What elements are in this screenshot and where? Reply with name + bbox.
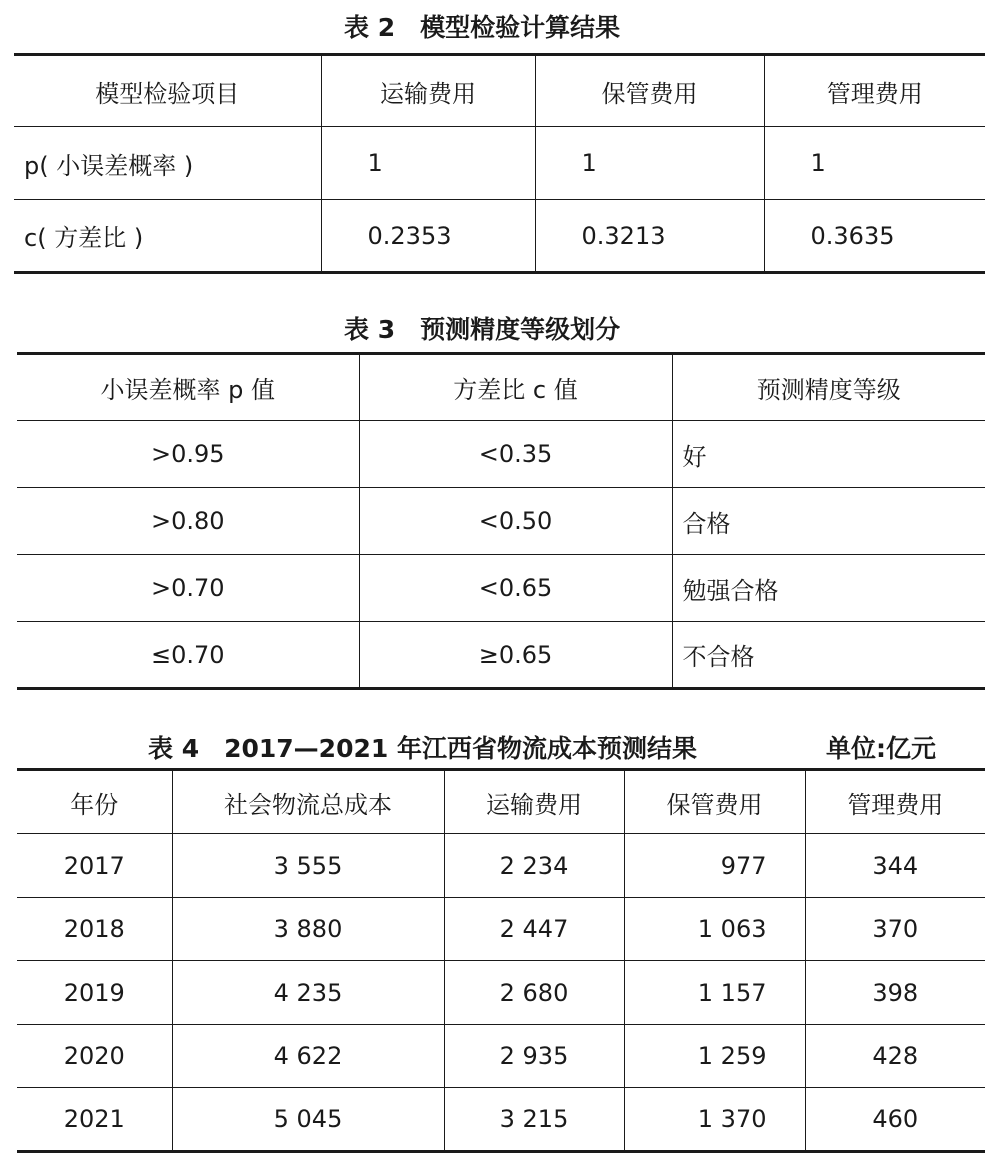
table4-unit: 单位:亿元 bbox=[826, 734, 936, 763]
table-cell: 2 234 bbox=[444, 834, 624, 898]
table-cell: 1 bbox=[535, 127, 764, 200]
table-cell: ≥0.65 bbox=[359, 622, 672, 689]
table-cell: 合格 bbox=[672, 488, 985, 555]
table-cell: 344 bbox=[805, 834, 985, 898]
table-row bbox=[17, 1088, 985, 1152]
table4 bbox=[17, 768, 985, 1153]
table-cell: 1 157 bbox=[624, 961, 805, 1025]
table-cell: 3 880 bbox=[172, 898, 444, 961]
table-cell: <0.65 bbox=[359, 555, 672, 622]
table-cell: c( 方差比 ) bbox=[14, 200, 321, 273]
table4-header-cell: 管理费用 bbox=[805, 770, 985, 834]
table-row bbox=[14, 200, 985, 273]
table2 bbox=[14, 53, 985, 274]
table3-header-row bbox=[17, 354, 985, 421]
table2-header-cell: 管理费用 bbox=[764, 55, 985, 127]
table-cell: 1 259 bbox=[624, 1025, 805, 1088]
table-row bbox=[17, 834, 985, 898]
table-cell: 1 370 bbox=[624, 1088, 805, 1152]
table-cell: 370 bbox=[805, 898, 985, 961]
table-cell: <0.35 bbox=[359, 421, 672, 488]
table-row bbox=[17, 622, 985, 689]
table-cell: 2020 bbox=[17, 1025, 172, 1088]
table2-header-row bbox=[14, 55, 985, 127]
table-cell: 0.2353 bbox=[321, 200, 535, 273]
table2-header-cell: 运输费用 bbox=[321, 55, 535, 127]
table-cell: 2018 bbox=[17, 898, 172, 961]
table-cell: 977 bbox=[624, 834, 805, 898]
table-cell: <0.50 bbox=[359, 488, 672, 555]
table-cell: 1 bbox=[764, 127, 985, 200]
table3 bbox=[17, 352, 985, 690]
table-row bbox=[17, 488, 985, 555]
table4-header-cell: 运输费用 bbox=[444, 770, 624, 834]
table-cell: >0.70 bbox=[17, 555, 359, 622]
table3-header-cell: 小误差概率 p 值 bbox=[17, 354, 359, 421]
table-cell: 4 622 bbox=[172, 1025, 444, 1088]
table-row bbox=[17, 898, 985, 961]
table-row bbox=[17, 1025, 985, 1088]
table-cell: 1 bbox=[321, 127, 535, 200]
table3-caption: 表 3 预测精度等级划分 bbox=[344, 315, 621, 344]
table-cell: >0.80 bbox=[17, 488, 359, 555]
table-cell: ≤0.70 bbox=[17, 622, 359, 689]
table4-header-row bbox=[17, 770, 985, 834]
table-cell: p( 小误差概率 ) bbox=[14, 127, 321, 200]
table-cell: 2017 bbox=[17, 834, 172, 898]
table-row bbox=[14, 127, 985, 200]
table4-header-cell: 保管费用 bbox=[624, 770, 805, 834]
table-cell: 2019 bbox=[17, 961, 172, 1025]
table2-header-cell: 模型检验项目 bbox=[14, 55, 321, 127]
table4-header-cell: 年份 bbox=[17, 770, 172, 834]
table-cell: 3 555 bbox=[172, 834, 444, 898]
table2-header-cell: 保管费用 bbox=[535, 55, 764, 127]
table2-caption: 表 2 模型检验计算结果 bbox=[344, 13, 621, 42]
table4-caption: 表 4 2017—2021 年江西省物流成本预测结果 bbox=[148, 734, 697, 763]
table-row bbox=[17, 555, 985, 622]
table-cell: 0.3635 bbox=[764, 200, 985, 273]
table-cell: 好 bbox=[672, 421, 985, 488]
table-row bbox=[17, 961, 985, 1025]
table3-header-cell: 方差比 c 值 bbox=[359, 354, 672, 421]
table-cell: 5 045 bbox=[172, 1088, 444, 1152]
table-cell: 398 bbox=[805, 961, 985, 1025]
table-cell: 4 235 bbox=[172, 961, 444, 1025]
table-cell: 2 680 bbox=[444, 961, 624, 1025]
table-row bbox=[17, 421, 985, 488]
table-cell: 0.3213 bbox=[535, 200, 764, 273]
table-cell: 3 215 bbox=[444, 1088, 624, 1152]
table-cell: 勉强合格 bbox=[672, 555, 985, 622]
table3-header-cell: 预测精度等级 bbox=[672, 354, 985, 421]
table4-header-cell: 社会物流总成本 bbox=[172, 770, 444, 834]
table-cell: 428 bbox=[805, 1025, 985, 1088]
table-cell: 1 063 bbox=[624, 898, 805, 961]
table-cell: 460 bbox=[805, 1088, 985, 1152]
table-cell: 2021 bbox=[17, 1088, 172, 1152]
table-cell: 2 447 bbox=[444, 898, 624, 961]
table-cell: 2 935 bbox=[444, 1025, 624, 1088]
table-cell: 不合格 bbox=[672, 622, 985, 689]
table-cell: >0.95 bbox=[17, 421, 359, 488]
